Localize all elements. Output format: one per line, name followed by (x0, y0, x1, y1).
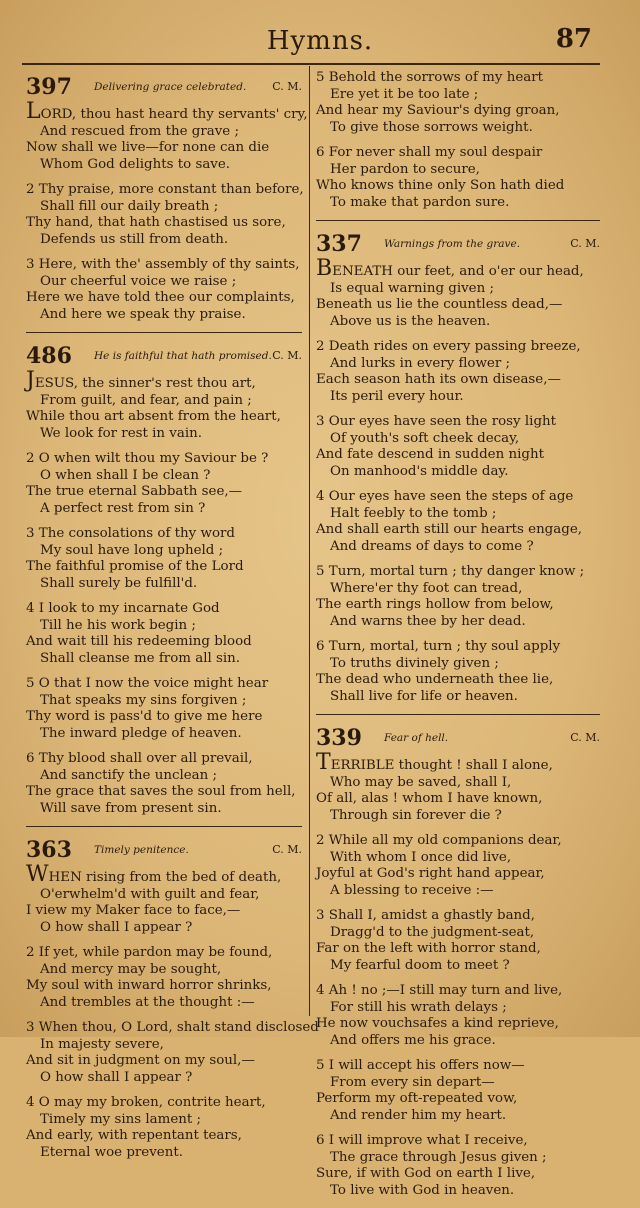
hymn-separator (316, 714, 600, 719)
verse-line: Where'er thy foot can tread, (330, 580, 523, 596)
verse-line: Who may be saved, shall I, (330, 774, 512, 790)
stanza (316, 833, 600, 899)
verse-line: 5 Turn, mortal turn ; thy danger know ; (316, 564, 585, 579)
stanza (316, 414, 600, 480)
hymn-subtitle: Delivering grace celebrated. (94, 81, 247, 93)
verse-line: Perform my oft-repeated vow, (316, 1091, 518, 1106)
verse-line: JESUS, the sinner's rest thou art, (26, 368, 256, 393)
hymn-heading (316, 725, 600, 755)
hymn-number: 339 (316, 725, 362, 751)
verse-line: And dreams of days to come ? (330, 538, 534, 554)
verse-line: Beneath us lie the countless dead,— (316, 297, 563, 312)
verse-line: To make that pardon sure. (330, 194, 510, 210)
verse-line: Shall live for life or heaven. (330, 688, 518, 704)
verse-line: Now shall we live—for none can die (26, 140, 270, 155)
verse-line: And hear my Saviour's dying groan, (316, 103, 560, 118)
verse-line: 5 O that I now the voice might hear (26, 676, 269, 691)
hymn-separator (26, 826, 302, 831)
verse-line: My fearful doom to meet ? (330, 957, 510, 973)
verse-line: Defends us still from death. (40, 231, 229, 247)
verse-line: Our cheerful voice we raise ; (40, 273, 237, 289)
stanza (26, 451, 302, 517)
hymn-subtitle: Fear of hell. (384, 732, 449, 744)
stanza (316, 983, 600, 1049)
verse-line: Whom God delights to save. (40, 156, 231, 172)
verse-line: Dragg'd to the judgment-seat, (330, 924, 535, 940)
verse-line: 4 O may my broken, contrite heart, (26, 1095, 266, 1110)
verse-line: 3 Shall I, amidst a ghastly band, (316, 908, 536, 923)
verse-line: A blessing to receive :— (330, 882, 494, 898)
column-divider (309, 66, 310, 1016)
verse-line: BENEATH our feet, and o'er our head, (316, 256, 584, 281)
verse-line: And fate descend in sudden night (316, 447, 544, 462)
verse-line: 4 I look to my incarnate God (26, 601, 220, 616)
verse-line: Eternal woe prevent. (40, 1144, 183, 1160)
stanza (316, 489, 600, 555)
stanza (26, 257, 302, 323)
verse-line: Through sin forever die ? (330, 807, 502, 823)
verse-line: We look for rest in vain. (40, 425, 203, 441)
verse-line: O when shall I be clean ? (40, 467, 211, 483)
stanza (316, 70, 600, 136)
verse-line: Shall surely be fulfill'd. (40, 575, 198, 591)
hymn-number: 363 (26, 837, 72, 863)
verse-line: 6 I will improve what I receive, (316, 1133, 528, 1148)
verse-line: And wait till his redeeming blood (26, 634, 252, 649)
stanza (26, 676, 302, 742)
stanza (26, 945, 302, 1011)
hymn-meter: C. M. (570, 731, 600, 744)
verse-line: Joyful at God's right hand appear, (316, 866, 545, 881)
verse-line: Of youth's soft cheek decay, (330, 430, 520, 446)
hymn-heading (316, 231, 600, 261)
verse-line: 2 Death rides on every passing breeze, (316, 339, 581, 354)
verse-line: And warns thee by her dead. (330, 613, 526, 629)
hymn-number: 486 (26, 343, 72, 369)
verse-line: The inward pledge of heaven. (40, 725, 242, 741)
verse-line: Here we have told thee our complaints, (26, 290, 295, 305)
stanza (26, 862, 302, 936)
hymn-separator (316, 220, 600, 225)
verse-line: And sit in judgment on my soul,— (26, 1053, 255, 1068)
verse-line: 4 Our eyes have seen the steps of age (316, 489, 574, 504)
stanza (316, 339, 600, 405)
stanza (26, 368, 302, 442)
verse-line: O'erwhelm'd with guilt and fear, (40, 886, 260, 902)
stanza (316, 1133, 600, 1199)
verse-line: Her pardon to secure, (330, 161, 480, 177)
verse-line: From guilt, and fear, and pain ; (40, 392, 252, 408)
right-column (316, 70, 600, 1208)
verse-line: And shall earth still our hearts engage, (316, 522, 582, 537)
page-header (0, 20, 640, 60)
verse-line: Halt feebly to the tomb ; (330, 505, 497, 521)
stanza (316, 256, 600, 330)
hymn-meter: C. M. (570, 237, 600, 250)
verse-line: And mercy may be sought, (40, 961, 222, 977)
verse-line: Who knows thine only Son hath died (316, 178, 565, 193)
verse-line: Thy word is pass'd to give me here (26, 709, 263, 724)
verse-line: On manhood's middle day. (330, 463, 509, 479)
verse-line: The faithful promise of the Lord (26, 559, 244, 574)
hymn-subtitle: Timely penitence. (94, 844, 189, 856)
verse-line: TERRIBLE thought ! shall I alone, (316, 750, 553, 775)
verse-line: Is equal warning given ; (330, 280, 495, 296)
verse-line: Timely my sins lament ; (40, 1111, 202, 1127)
verse-line: My soul have long upheld ; (40, 542, 224, 558)
verse-line: Ere yet it be too late ; (330, 86, 479, 102)
hymn (26, 332, 302, 817)
verse-line: Shall fill our daily breath ; (40, 198, 219, 214)
verse-line: 2 Thy praise, more constant than before, (26, 182, 304, 197)
stanza (26, 99, 308, 173)
verse-line: 5 Behold the sorrows of my heart (316, 70, 544, 85)
verse-line: To give those sorrows weight. (330, 119, 533, 135)
hymn (316, 714, 600, 1199)
verse-line: That speaks my sins forgiven ; (40, 692, 247, 708)
verse-line: 3 The consolations of thy word (26, 526, 235, 541)
verse-line: 4 Ah ! no ;—I still may turn and live, (316, 983, 563, 998)
hymn-heading (26, 343, 302, 373)
verse-line: O how shall I appear ? (40, 919, 193, 935)
page-title: Hymns. (266, 26, 374, 56)
hymn-number: 397 (26, 74, 72, 100)
hymn-number: 337 (316, 231, 362, 257)
verse-line: And render him my heart. (330, 1107, 507, 1123)
stanza (26, 1020, 319, 1086)
verse-line: Far on the left with horror stand, (316, 941, 541, 956)
verse-line: The grace that saves the soul from hell, (26, 784, 296, 799)
verse-line: The true eternal Sabbath see,— (26, 484, 243, 499)
verse-line: Each season hath its own disease,— (316, 372, 561, 387)
verse-line: Will save from present sin. (40, 800, 222, 816)
verse-line: My soul with inward horror shrinks, (26, 978, 272, 993)
hymn-meter: C. M. (272, 349, 302, 362)
verse-line: The earth rings hollow from below, (316, 597, 554, 612)
verse-line: Shall cleanse me from all sin. (40, 650, 241, 666)
verse-line: And rescued from the grave ; (40, 123, 239, 139)
verse-line: 6 Thy blood shall over all prevail, (26, 751, 253, 766)
verse-line: While thou art absent from the heart, (26, 409, 281, 424)
verse-line: 2 If yet, while pardon may be found, (26, 945, 273, 960)
hymn-meter: C. M. (272, 80, 302, 93)
verse-line: And sanctify the unclean ; (40, 767, 218, 783)
stanza (26, 526, 302, 592)
stanza (26, 182, 302, 248)
verse-line: The dead who underneath thee lie, (316, 672, 554, 687)
stanza (316, 639, 600, 705)
verse-line: 3 When thou, O Lord, shalt stand disclosed (26, 1020, 319, 1035)
verse-line: 2 While all my old companions dear, (316, 833, 562, 848)
verse-line: Above us is the heaven. (330, 313, 491, 329)
hymn (316, 70, 600, 211)
stanza (26, 1095, 302, 1161)
verse-line: 3 Here, with the' assembly of thy saints, (26, 257, 300, 272)
stanza (26, 751, 302, 817)
stanza (316, 908, 600, 974)
hymn (26, 74, 308, 323)
verse-line: 2 O when wilt thou my Saviour be ? (26, 451, 269, 466)
verse-line: He now vouchsafes a kind reprieve, (316, 1016, 559, 1031)
hymn-separator (26, 332, 302, 337)
verse-line: WHEN rising from the bed of death, (26, 862, 282, 887)
verse-line: 6 For never shall my soul despair (316, 145, 543, 160)
hymn-heading (26, 74, 302, 104)
verse-line: Of all, alas ! whom I have known, (316, 791, 543, 806)
hymn (316, 220, 600, 705)
hymn-meter: C. M. (272, 843, 302, 856)
verse-line: I view my Maker face to face,— (26, 903, 241, 918)
verse-line: Sure, if with God on earth I live, (316, 1166, 536, 1181)
verse-line: With whom I once did live, (330, 849, 512, 865)
verse-line: LORD, thou hast heard thy servants' cry, (26, 99, 308, 124)
verse-line: Thy hand, that hath chastised us sore, (26, 215, 286, 230)
stanza (316, 564, 600, 630)
hymn (26, 826, 319, 1161)
stanza (316, 145, 600, 211)
header-rule (22, 63, 600, 65)
left-column (26, 70, 319, 1170)
hymn-heading (26, 837, 302, 867)
verse-line: And here we speak thy praise. (40, 306, 246, 322)
verse-line: From every sin depart— (330, 1074, 495, 1090)
verse-line: A perfect rest from sin ? (40, 500, 206, 516)
verse-line: And early, with repentant tears, (26, 1128, 242, 1143)
stanza (26, 601, 302, 667)
page-number: 87 (555, 24, 592, 54)
verse-line: The grace through Jesus given ; (330, 1149, 547, 1165)
verse-line: 6 Turn, mortal, turn ; thy soul apply (316, 639, 561, 654)
verse-line: And lurks in every flower ; (330, 355, 511, 371)
verse-line: Its peril every hour. (330, 388, 464, 404)
stanza (316, 1058, 600, 1124)
verse-line: O how shall I appear ? (40, 1069, 193, 1085)
verse-line: In majesty severe, (40, 1036, 164, 1052)
verse-line: To truths divinely given ; (330, 655, 499, 671)
hymn-subtitle: Warnings from the grave. (384, 238, 521, 250)
verse-line: And offers me his grace. (330, 1032, 496, 1048)
verse-line: For still his wrath delays ; (330, 999, 507, 1015)
hymn-subtitle: He is faithful that hath promised. (94, 350, 272, 362)
verse-line: Till he his work begin ; (40, 617, 196, 633)
verse-line: 5 I will accept his offers now— (316, 1058, 525, 1073)
verse-line: 3 Our eyes have seen the rosy light (316, 414, 557, 429)
stanza (316, 750, 600, 824)
verse-line: To live with God in heaven. (330, 1182, 515, 1198)
verse-line: And trembles at the thought :— (40, 994, 255, 1010)
